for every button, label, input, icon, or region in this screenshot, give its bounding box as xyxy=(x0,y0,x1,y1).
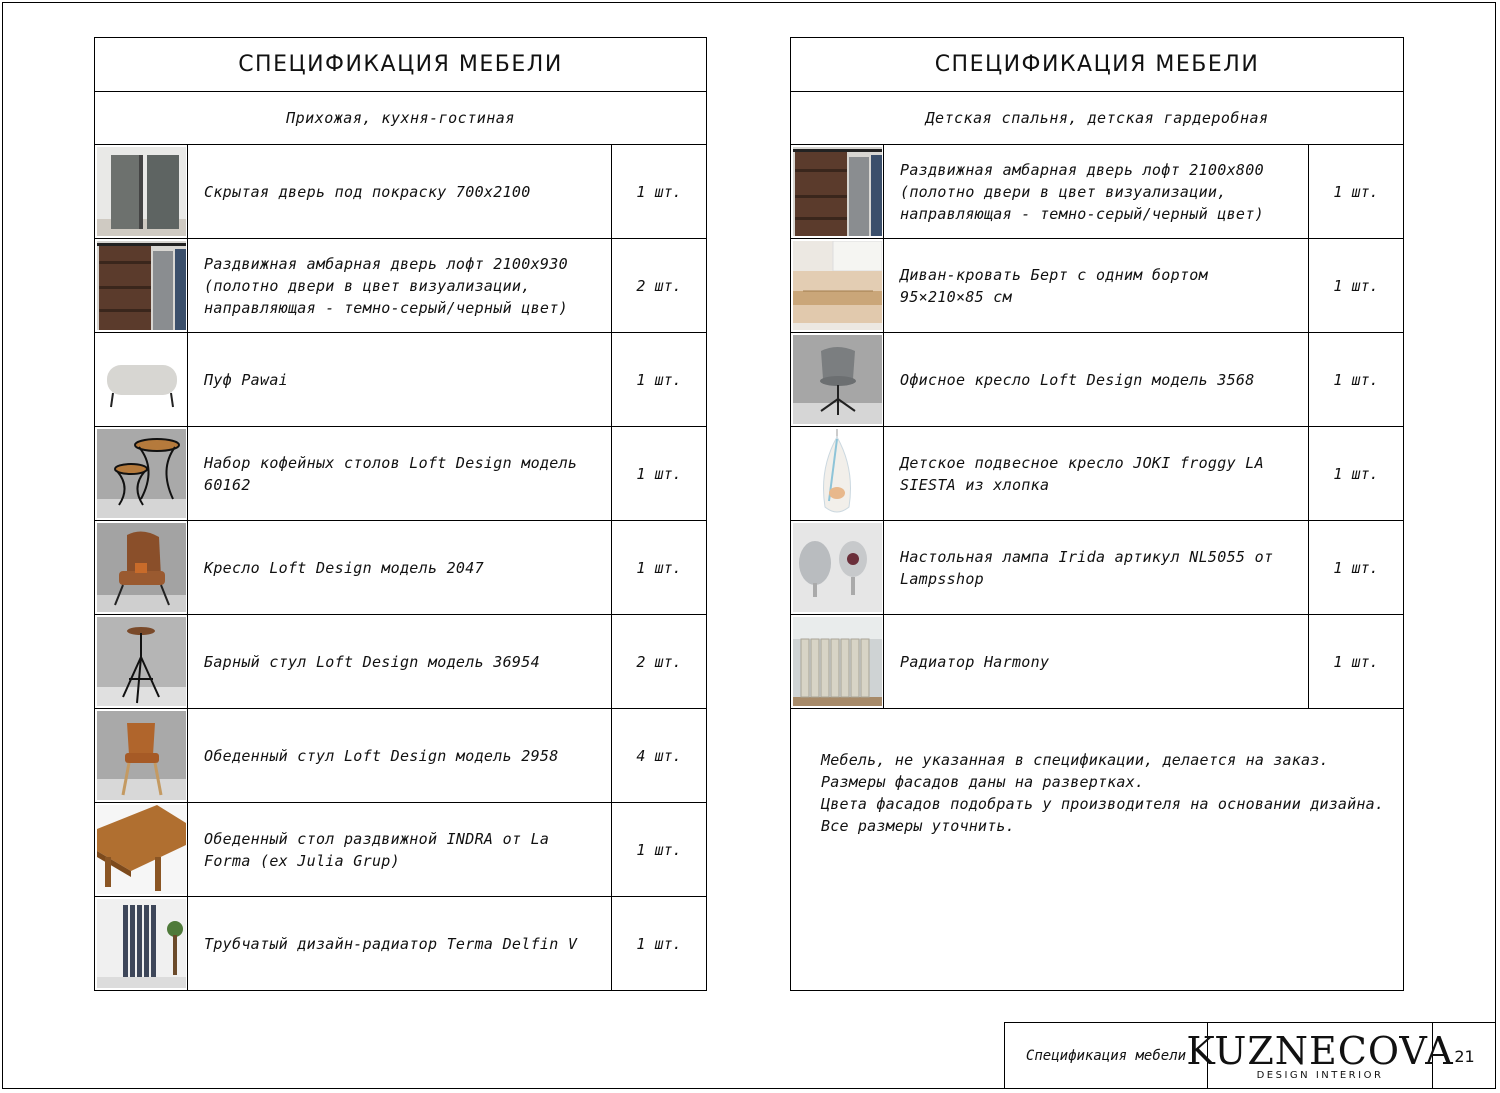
item-name: Скрытая дверь под покраску 700х2100 xyxy=(188,145,612,238)
table-row xyxy=(95,427,706,521)
item-name: Детское подвесное кресло JOKI froggy LA SIESTA из хлопка xyxy=(884,427,1309,520)
pouf-image xyxy=(95,333,188,426)
coffee-tables-image xyxy=(95,427,188,520)
brand-logo xyxy=(1186,1023,1454,1089)
item-qty: 2 шт. xyxy=(636,652,682,671)
item-qty: 1 шт. xyxy=(1333,182,1379,201)
table-lamp-image xyxy=(791,521,884,614)
item-name: Обеденный стул Loft Design модель 2958 xyxy=(188,709,612,802)
table-row xyxy=(791,427,1403,521)
table-row xyxy=(95,897,706,991)
item-qty: 1 шт. xyxy=(636,840,682,859)
item-name: Диван-кровать Берт с одним бортом 95×210×85 см xyxy=(884,239,1309,332)
item-name: Настольная лампа Irida артикул NL5055 от Lampsshop xyxy=(884,521,1309,614)
bar-stool-image xyxy=(95,615,188,708)
note-line: Все размеры уточнить. xyxy=(821,817,1015,835)
item-name: Пуф Pawai xyxy=(188,333,612,426)
spec-table-left xyxy=(94,37,707,991)
table-row xyxy=(95,145,706,239)
table-row xyxy=(95,615,706,709)
hanging-chair-image xyxy=(791,427,884,520)
note-line: Размеры фасадов даны на развертках. xyxy=(821,773,1145,791)
item-name: Офисное кресло Loft Design модель 3568 xyxy=(884,333,1309,426)
page-number: 21 xyxy=(1454,1046,1475,1066)
item-qty: 1 шт. xyxy=(1333,370,1379,389)
item-name: Раздвижная амбарная дверь лофт 2100х930 (полотно двери в цвет визуализации, направляющая - темно-серый/черный цвет) xyxy=(188,239,612,332)
item-qty: 1 шт. xyxy=(636,464,682,483)
note-line: Цвета фасадов подобрать у производителя на основании дизайна. xyxy=(821,795,1385,813)
spec-title: СПЕЦИФИКАЦИЯ МЕБЕЛИ xyxy=(791,38,1403,92)
spec-subtitle: Детская спальня, детская гардеробная xyxy=(791,92,1403,145)
item-qty: 1 шт. xyxy=(636,935,682,953)
item-qty: 1 шт. xyxy=(1333,558,1379,577)
table-row xyxy=(791,615,1403,709)
item-name: Трубчатый дизайн-радиатор Terma Delfin V xyxy=(188,897,612,991)
dining-chair-image xyxy=(95,709,188,802)
barn-door-image xyxy=(791,145,884,238)
item-name: Раздвижная амбарная дверь лофт 2100х800 (полотно двери в цвет визуализации, направляющая - темно-серый/черный цвет) xyxy=(884,145,1309,238)
radiator-image xyxy=(791,615,884,708)
item-name: Обеденный стол раздвижной INDRA от La Forma (ex Julia Grup) xyxy=(188,803,612,896)
item-qty: 1 шт. xyxy=(1333,276,1379,295)
office-chair-image xyxy=(791,333,884,426)
item-qty: 1 шт. xyxy=(1333,464,1379,483)
item-qty: 1 шт. xyxy=(636,370,682,389)
hidden-door-image xyxy=(95,145,188,238)
notes-block xyxy=(791,709,1403,837)
tube-radiator-image xyxy=(95,897,188,991)
table-row xyxy=(95,803,706,897)
barn-door-image xyxy=(95,239,188,332)
logo-main: KUZNECOVA xyxy=(1186,1028,1454,1073)
spec-subtitle: Прихожая, кухня-гостиная xyxy=(95,92,706,145)
spec-title: СПЕЦИФИКАЦИЯ МЕБЕЛИ xyxy=(95,38,706,92)
table-row xyxy=(95,239,706,333)
table-row xyxy=(95,521,706,615)
item-qty: 2 шт. xyxy=(636,276,682,295)
spec-table-right xyxy=(790,37,1404,991)
item-name: Набор кофейных столов Loft Design модель 60162 xyxy=(188,427,612,520)
item-qty: 1 шт. xyxy=(636,558,682,577)
item-qty: 1 шт. xyxy=(636,182,682,201)
item-name: Радиатор Harmony xyxy=(884,615,1309,708)
table-row xyxy=(791,239,1403,333)
item-name: Барный стул Loft Design модель 36954 xyxy=(188,615,612,708)
note-line: Мебель, не указанная в спецификации, делается на заказ. xyxy=(821,751,1329,769)
dining-table-image xyxy=(95,803,188,896)
sofa-bed-image xyxy=(791,239,884,332)
table-row xyxy=(791,521,1403,615)
table-row xyxy=(791,145,1403,239)
table-row xyxy=(791,333,1403,427)
sheet-label: Спецификация мебели xyxy=(1005,1023,1208,1089)
title-stamp xyxy=(1004,1022,1496,1089)
armchair-image xyxy=(95,521,188,614)
item-name: Кресло Loft Design модель 2047 xyxy=(188,521,612,614)
item-qty: 1 шт. xyxy=(1333,652,1379,671)
logo-sub: DESIGN INTERIOR xyxy=(1256,1069,1384,1081)
item-qty: 4 шт. xyxy=(636,746,682,765)
table-row xyxy=(95,333,706,427)
table-row xyxy=(95,709,706,803)
